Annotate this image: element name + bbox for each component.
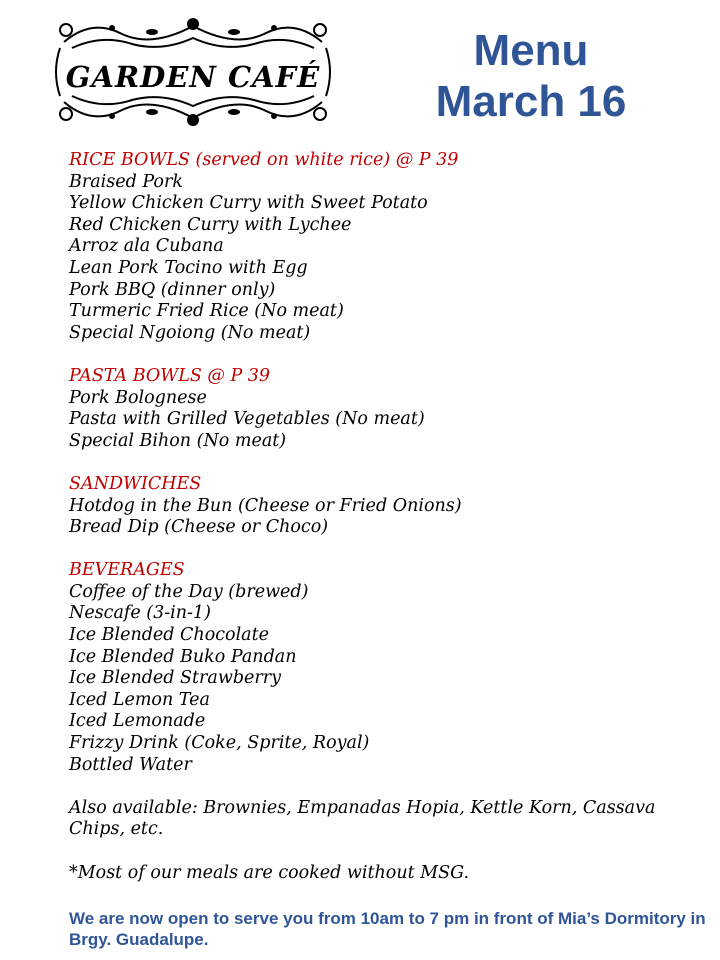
menu-item: Pork BBQ (dinner only) [69, 279, 276, 300]
menu-item: Nescafe (3-in-1) [69, 603, 211, 624]
menu-header [400, 26, 662, 128]
garden-cafe-logo [52, 12, 334, 132]
menu-item: Frizzy Drink (Coke, Sprite, Royal) [69, 733, 370, 754]
section-rice-bowls [69, 150, 699, 344]
menu-body [69, 150, 699, 906]
menu-item: Bottled Water [69, 754, 192, 775]
section-sandwiches [69, 474, 699, 539]
menu-title: Menu [473, 26, 589, 75]
menu-date: March 16 [435, 77, 627, 126]
menu-item: Ice Blended Buko Pandan [69, 646, 297, 667]
menu-item: Red Chicken Curry with Lychee [69, 214, 352, 235]
menu-item: Lean Pork Tocino with Egg [69, 257, 308, 278]
opening-hours-footer: We are now open to serve you from 10am to 7 pm in front of Mia’s Dormitory in Brgy. Guadalupe. [69, 909, 706, 949]
menu-item: Ice Blended Strawberry [69, 668, 282, 689]
section-title: BEVERAGES [69, 560, 185, 581]
section-title: PASTA BOWLS @ P 39 [69, 365, 271, 386]
msg-note: *Most of our meals are cooked without MSG. [69, 862, 470, 883]
menu-item: Iced Lemonade [69, 711, 206, 732]
section-title: RICE BOWLS (served on white rice) @ P 39 [69, 150, 459, 170]
menu-item: Special Ngoiong (No meat) [69, 322, 311, 343]
menu-item: Arroz ala Cubana [69, 236, 224, 257]
menu-item: Yellow Chicken Curry with Sweet Potato [69, 193, 428, 214]
section-pasta-bowls [69, 366, 699, 452]
section-title: SANDWICHES [69, 473, 202, 494]
menu-item: Pork Bolognese [69, 387, 207, 408]
menu-item: Ice Blended Chocolate [69, 625, 269, 646]
menu-item: Coffee of the Day (brewed) [69, 581, 309, 602]
menu-item: Braised Pork [69, 171, 183, 192]
menu-item: Turmeric Fried Rice (No meat) [69, 301, 344, 322]
menu-item: Pasta with Grilled Vegetables (No meat) [69, 409, 425, 430]
menu-item: Hotdog in the Bun (Cheese or Fried Onions) [69, 495, 462, 516]
menu-item: Iced Lemon Tea [69, 689, 210, 710]
also-available-note: Also available: Brownies, Empanadas Hopia, Kettle Korn, Cassava Chips, etc. [69, 797, 656, 840]
section-beverages [69, 560, 699, 776]
logo-text: GARDEN CAFÉ [65, 60, 321, 94]
menu-item: Bread Dip (Cheese or Choco) [69, 517, 329, 538]
menu-item: Special Bihon (No meat) [69, 430, 287, 451]
